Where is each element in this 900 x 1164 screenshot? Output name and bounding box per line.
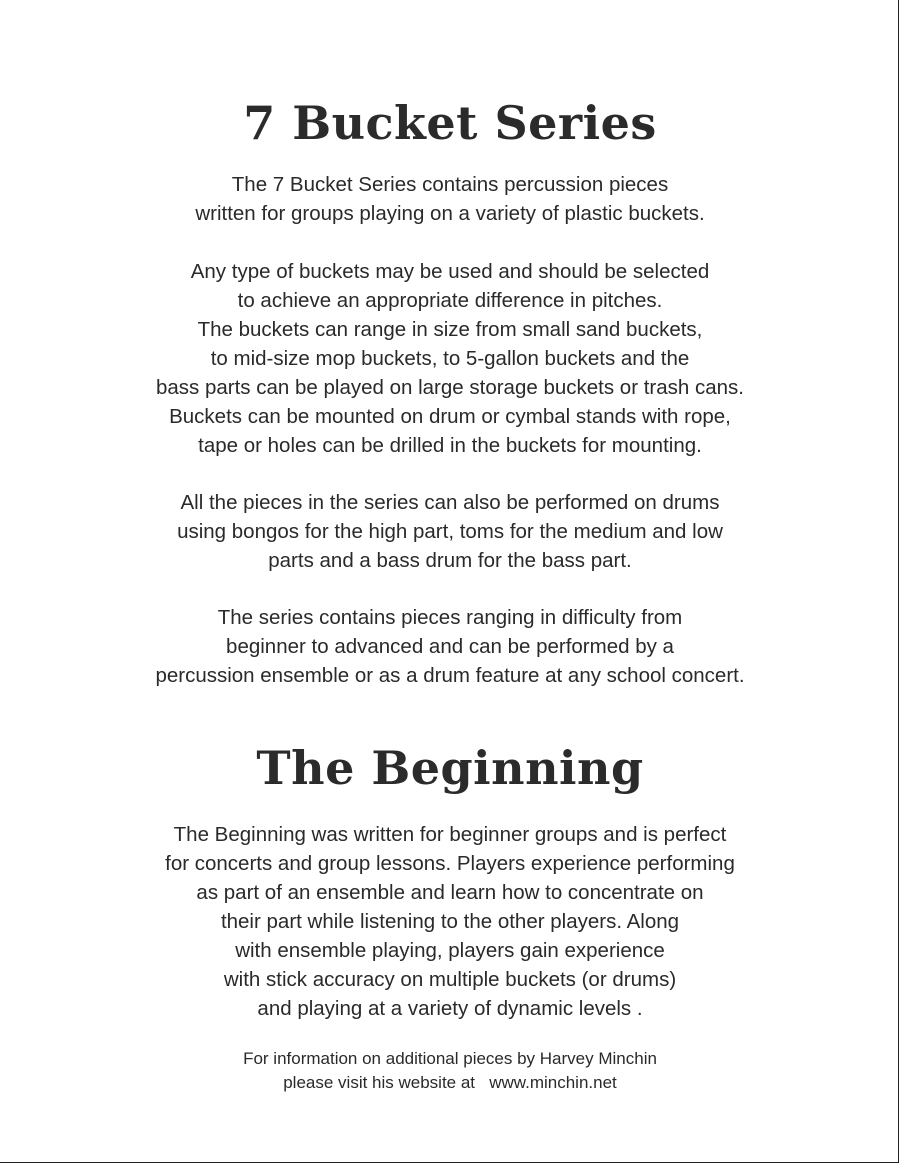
text-line: All the pieces in the series can also be performed on drums: [180, 491, 720, 514]
text-line: The 7 Bucket Series contains percussion pieces: [231, 173, 669, 196]
text-line: The Beginning was written for beginner groups and is perfect: [173, 823, 727, 846]
text-line: bass parts can be played on large storage buckets or trash cans.: [155, 376, 744, 399]
piece-title: The Beginning: [256, 741, 644, 795]
series-intro-paragraph: [0, 170, 900, 228]
series-title: 7 Bucket Series: [243, 96, 657, 150]
text-line: Any type of buckets may be used and should be selected: [190, 260, 710, 283]
text-line: as part of an ensemble and learn how to concentrate on: [196, 881, 704, 904]
text-line: with stick accuracy on multiple buckets (or drums): [223, 968, 677, 991]
text-line: written for groups playing on a variety of plastic buckets.: [195, 202, 705, 225]
text-line: for concerts and group lessons. Players experience performing: [165, 852, 735, 875]
text-line: using bongos for the high part, toms for the medium and low: [177, 520, 723, 543]
text-line: and playing at a variety of dynamic levels .: [257, 997, 643, 1020]
piece-description-paragraph: [0, 820, 900, 1023]
footer-line: For information on additional pieces by Harvey Minchin: [243, 1049, 657, 1068]
footer-note: [0, 1047, 900, 1095]
text-line: to achieve an appropriate difference in pitches.: [237, 289, 663, 312]
text-line: beginner to advanced and can be performed by a: [226, 635, 674, 658]
text-line: The series contains pieces ranging in difficulty from: [217, 606, 683, 629]
text-line: parts and a bass drum for the bass part.: [268, 549, 632, 572]
bucket-selection-paragraph: [0, 257, 900, 460]
difficulty-paragraph: [0, 603, 900, 690]
text-line: to mid-size mop buckets, to 5-gallon buckets and the: [210, 347, 690, 370]
text-line: The buckets can range in size from small sand buckets,: [197, 318, 703, 341]
text-line: their part while listening to the other players. Along: [220, 910, 680, 933]
text-line: tape or holes can be drilled in the buckets for mounting.: [198, 434, 702, 457]
drums-alternative-paragraph: [0, 488, 900, 575]
text-line: percussion ensemble or as a drum feature at any school concert.: [155, 664, 745, 687]
text-line: Buckets can be mounted on drum or cymbal stands with rope,: [169, 405, 731, 428]
footer-website-line: please visit his website at www.minchin.net: [283, 1073, 617, 1092]
text-line: with ensemble playing, players gain experience: [235, 939, 665, 962]
